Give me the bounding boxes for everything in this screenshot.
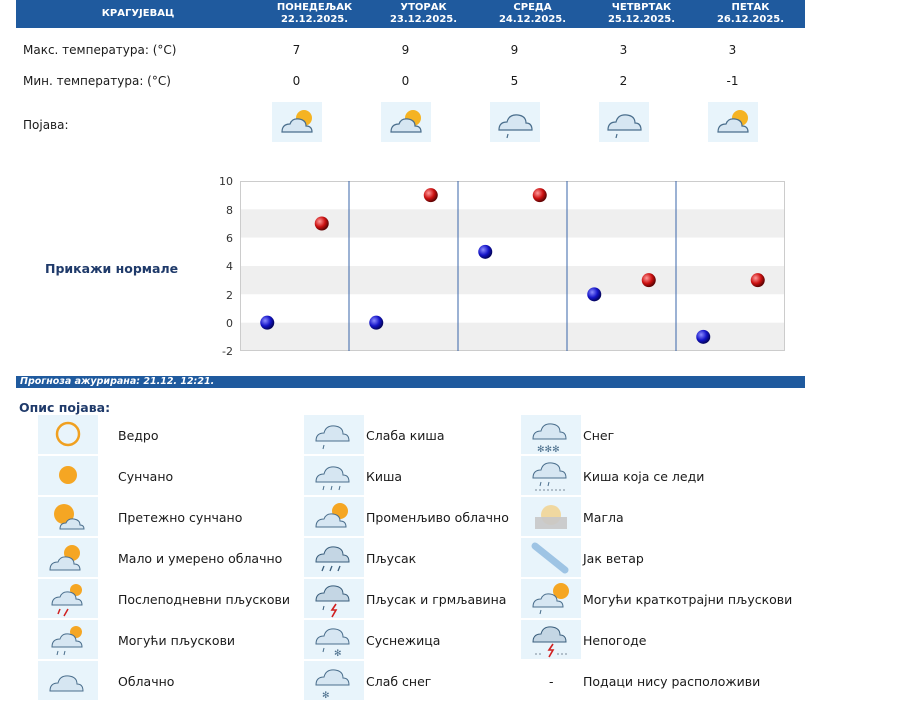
day-header-3: [478, 0, 587, 28]
day-header-5: [696, 0, 805, 28]
storm-icon: [521, 620, 581, 659]
day-date: 22.12.2025.: [280, 14, 349, 25]
legend-label: Послеподневни пљускови: [118, 592, 290, 607]
legend-label: Ведро: [118, 428, 159, 443]
legend-label: Слаба киша: [366, 428, 445, 443]
min-temp-point: [369, 316, 383, 330]
cloudy-icon: [38, 661, 98, 700]
max-temp-point: [751, 273, 765, 287]
light-rain-icon: [304, 415, 364, 454]
min-temp-value: -1: [726, 74, 739, 88]
day-date: 24.12.2025.: [498, 14, 567, 25]
y-tick-label: 10: [219, 175, 233, 188]
freezing-rain-icon: [521, 456, 581, 495]
legend-label: Облачно: [118, 674, 175, 689]
max-temp-value: 3: [728, 43, 737, 57]
day-date: 23.12.2025.: [389, 14, 458, 25]
day-name: ПОНЕДЕЉАК: [276, 2, 353, 13]
legend-label: Слаб снег: [366, 674, 432, 689]
y-tick-label: 2: [226, 289, 233, 302]
strong-wind-icon: [521, 538, 581, 577]
max-temp-point: [642, 273, 656, 287]
shower-icon: [304, 538, 364, 577]
partly-cloudy-sun-icon: [272, 102, 322, 142]
mostly-sunny-icon: [38, 497, 98, 536]
min-temp-value: 5: [510, 74, 519, 88]
day-name: ЧЕТВРТАК: [611, 2, 672, 13]
legend-label: Пљусак и грмљавина: [366, 592, 507, 607]
clear-sun-outline-icon: [38, 415, 98, 454]
legend-label: Променљиво облачно: [366, 510, 509, 525]
max-temp-label: Макс. температура: (°C): [23, 43, 177, 57]
y-tick-label: 8: [226, 204, 233, 217]
rain-icon: [304, 456, 364, 495]
phenomenon-label: Појава:: [23, 118, 69, 132]
legend-label: Непогоде: [583, 633, 647, 648]
no-data-dash: -: [549, 674, 554, 689]
grid-band: [240, 181, 785, 209]
forecast-updated-bar: Прогноза ажурирана: 21.12. 12:21.: [16, 376, 805, 388]
day-name: УТОРАК: [400, 2, 447, 13]
fog-icon: [521, 497, 581, 536]
grid-band: [240, 266, 785, 294]
show-normals-link[interactable]: Прикажи нормале: [45, 261, 179, 276]
sleet-icon: [304, 620, 364, 659]
max-temp-value: 9: [401, 43, 410, 57]
city-name: КРАГУЈЕВАЦ: [101, 8, 175, 19]
variable-cloudy-icon: [304, 497, 364, 536]
y-tick-label: 4: [226, 260, 233, 273]
day-header-1: [260, 0, 369, 28]
forecast-header: [16, 0, 805, 28]
legend-label: Јак ветар: [583, 551, 644, 566]
day-header-2: [369, 0, 478, 28]
min-temp-value: 2: [619, 74, 628, 88]
max-temp-point: [424, 188, 438, 202]
svg-text:✻✻✻: ✻✻✻: [537, 445, 560, 454]
legend-label: Суснежица: [366, 633, 441, 648]
y-tick-label: -2: [222, 345, 233, 358]
max-temp-value: 7: [292, 43, 301, 57]
min-temp-value: 0: [401, 74, 410, 88]
grid-band: [240, 294, 785, 322]
partly-cloudy-sun-icon: [708, 102, 758, 142]
max-temp-value: 9: [510, 43, 519, 57]
y-tick-label: 0: [226, 317, 233, 330]
min-temp-label: Мин. температура: (°C): [23, 74, 171, 88]
legend-label: Мало и умерено облачно: [118, 551, 283, 566]
temperature-chart: [240, 181, 785, 351]
legend-label: Сунчано: [118, 469, 174, 484]
legend-label: Претежно сунчано: [118, 510, 243, 525]
possible-showers-icon: [38, 620, 98, 659]
day-name: ПЕТАК: [731, 2, 770, 13]
max-temp-value: 3: [619, 43, 628, 57]
min-temp-point: [260, 316, 274, 330]
legend-label: Пљусак: [366, 551, 417, 566]
legend-label: Киша: [366, 469, 403, 484]
min-temp-value: 0: [292, 74, 301, 88]
legend-title: Опис појава:: [19, 400, 111, 415]
svg-text:✻: ✻: [322, 691, 330, 700]
sun-icon: [38, 456, 98, 495]
min-temp-point: [696, 330, 710, 344]
legend-label: Могући пљускови: [118, 633, 236, 648]
partly-cloudy-icon: [38, 538, 98, 577]
legend-label: Киша која се леди: [583, 469, 705, 484]
legend-label: Подаци нису расположиви: [583, 674, 761, 689]
light-rain-cloud-icon: [490, 102, 540, 142]
min-temp-point: [478, 245, 492, 259]
brief-showers-icon: [521, 579, 581, 618]
min-temp-point: [587, 287, 601, 301]
partly-cloudy-sun-icon: [381, 102, 431, 142]
snow-icon: [521, 415, 581, 454]
max-temp-point: [533, 188, 547, 202]
legend-label: Магла: [583, 510, 624, 525]
legend-label: Могући краткотрајни пљускови: [583, 592, 793, 607]
max-temp-point: [315, 217, 329, 231]
light-rain-cloud-icon: [599, 102, 649, 142]
day-date: 26.12.2025.: [716, 14, 785, 25]
day-header-4: [587, 0, 696, 28]
legend-label: Снег: [583, 428, 615, 443]
svg-text:✻: ✻: [334, 649, 342, 659]
light-snow-icon: [304, 661, 364, 700]
thunder-shower-icon: [304, 579, 364, 618]
afternoon-showers-icon: [38, 579, 98, 618]
day-date: 25.12.2025.: [607, 14, 676, 25]
grid-band: [240, 238, 785, 266]
y-tick-label: 6: [226, 232, 233, 245]
day-name: СРЕДА: [513, 2, 552, 13]
